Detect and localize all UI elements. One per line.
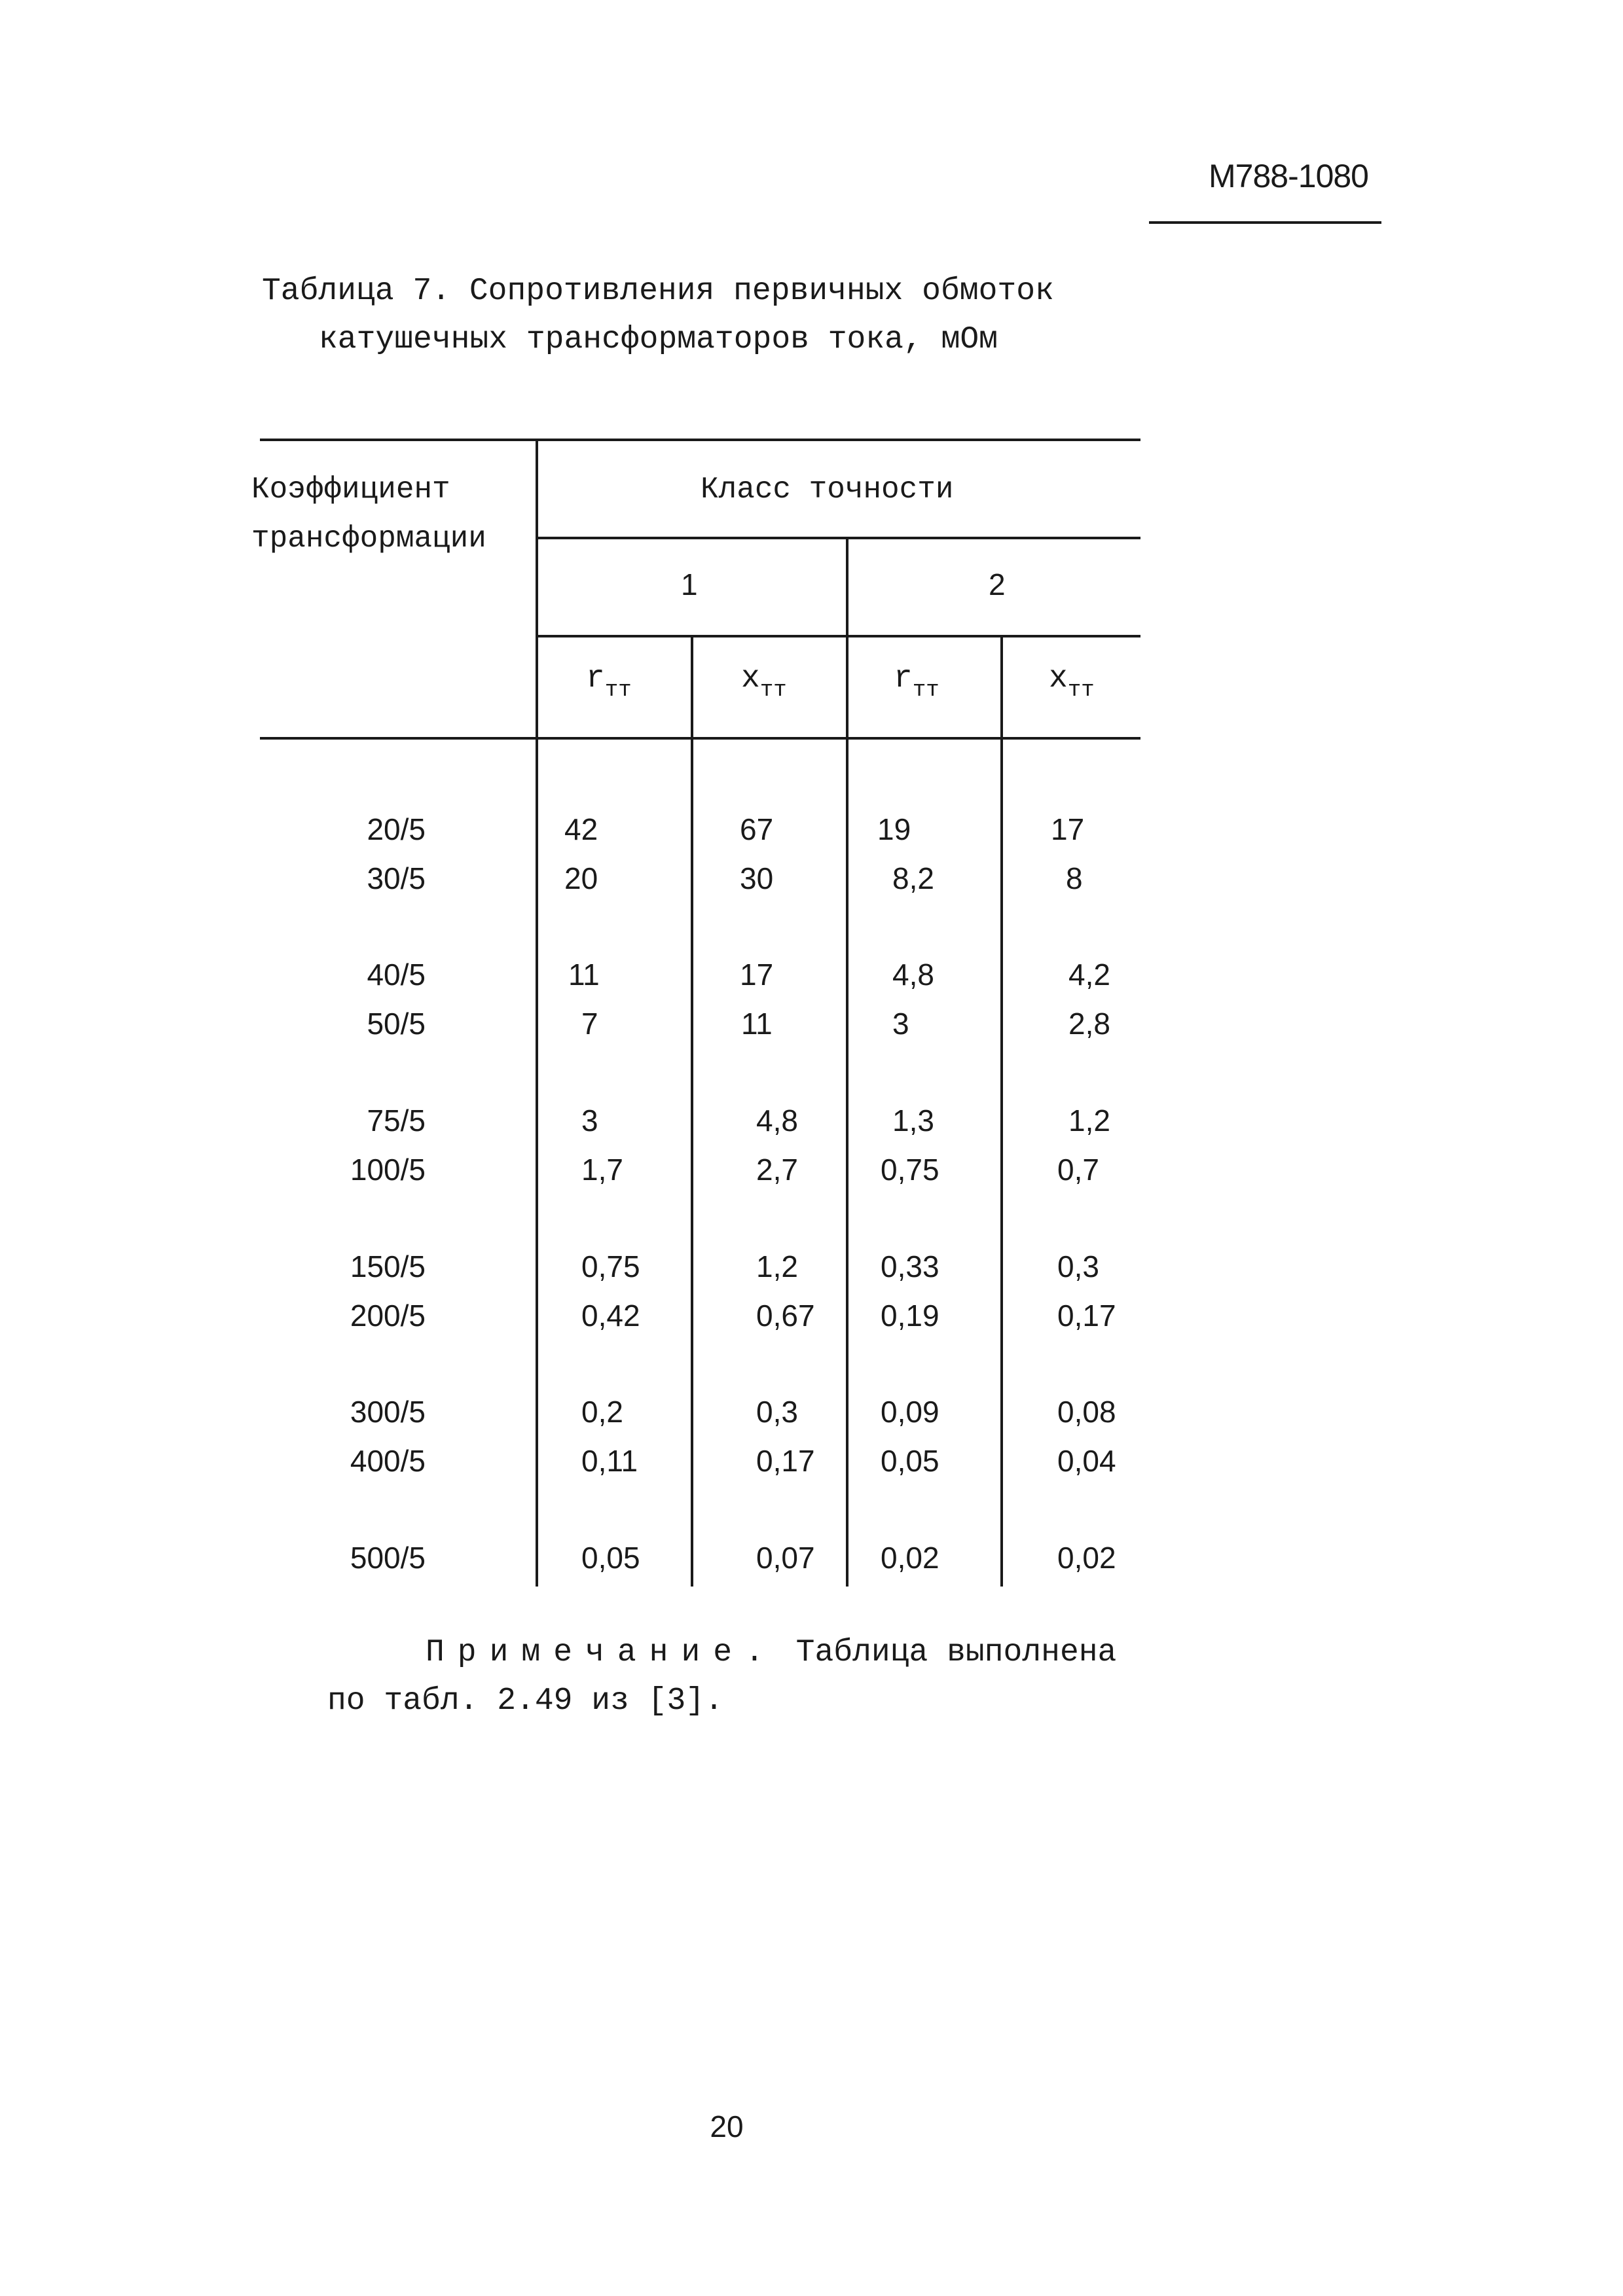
ratio-cell: 100/5 [350, 1153, 426, 1187]
ratio-cell: 20/5 [367, 812, 426, 846]
r2-cell: 0,33 [881, 1249, 939, 1283]
x-tt-header-class-2: $x_{тт}$ [1049, 661, 1095, 703]
x2-cell: 1,2 [1068, 1103, 1110, 1138]
r2-cell: 8,2 [892, 861, 934, 895]
x1-cell: 0,3 [756, 1395, 798, 1429]
r1-cell: 0,05 [581, 1541, 640, 1575]
r2-cell: 0,09 [881, 1395, 939, 1429]
ratio-cell: 200/5 [350, 1299, 426, 1333]
note-line-2: по табл. 2.49 из [3]. [327, 1683, 723, 1719]
x1-cell: 0,67 [756, 1299, 815, 1333]
note-label: Примечание. [426, 1635, 777, 1670]
r2-cell: 1,3 [892, 1103, 934, 1138]
table-caption-line-2: катушечных трансформаторов тока, мОм [319, 322, 998, 357]
class-2-header: 2 [989, 567, 1006, 601]
ratio-header-line-1: Коэффициент [251, 473, 450, 507]
x2-cell: 0,08 [1057, 1395, 1116, 1429]
r1-cell: 3 [581, 1103, 598, 1138]
header-bottom-rule [260, 737, 1140, 740]
r1-cell: 1,7 [581, 1153, 623, 1187]
r1-cell: 0,42 [581, 1299, 640, 1333]
accuracy-class-header: Класс точности [701, 473, 954, 507]
x1-cell: 4,8 [756, 1103, 798, 1138]
note-text-1: Таблица выполнена [795, 1635, 1117, 1670]
r1-cell: 0,2 [581, 1395, 623, 1429]
x1-cell: 2,7 [756, 1153, 798, 1187]
r1-cell: 20 [564, 861, 598, 895]
x1-cell: 67 [740, 812, 774, 846]
r1-cell: 7 [581, 1007, 598, 1041]
x1-cell: 0,07 [756, 1541, 815, 1575]
document-code: М788-1080 [1209, 158, 1368, 194]
class-number-rule [536, 635, 1140, 637]
ratio-cell: 50/5 [367, 1007, 426, 1041]
ratio-cell: 30/5 [367, 861, 426, 895]
x2-cell: 17 [1051, 812, 1085, 846]
x1-cell: 0,17 [756, 1444, 815, 1478]
r2-cell: 0,19 [881, 1299, 939, 1333]
ratio-cell: 500/5 [350, 1541, 426, 1575]
x1-cell: 17 [740, 958, 774, 992]
page-number: 20 [710, 2109, 744, 2144]
header-rule [1149, 221, 1381, 224]
class1-inner-divider [691, 635, 693, 1587]
ratio-cell: 150/5 [350, 1249, 426, 1283]
x2-cell: 0,3 [1057, 1249, 1099, 1283]
x2-cell: 2,8 [1068, 1007, 1110, 1041]
r1-cell: 42 [564, 812, 598, 846]
x1-cell: 30 [740, 861, 774, 895]
r2-cell: 0,75 [881, 1153, 939, 1187]
x2-cell: 8 [1066, 861, 1083, 895]
r-tt-header-class-2: $r_{тт}$ [894, 661, 939, 703]
class-header-rule [536, 537, 1140, 539]
ratio-cell: 300/5 [350, 1395, 426, 1429]
ratio-cell: 400/5 [350, 1444, 426, 1478]
class-divider [846, 537, 848, 1587]
table-caption-line-1: Таблица 7. Сопротивления первичных обмоток [262, 274, 1054, 309]
r1-cell: 11 [568, 958, 600, 992]
r2-cell: 3 [892, 1007, 909, 1041]
r1-cell: 0,75 [581, 1249, 640, 1283]
r2-cell: 19 [877, 812, 911, 846]
x2-cell: 0,04 [1057, 1444, 1116, 1478]
r1-cell: 0,11 [581, 1444, 638, 1478]
r2-cell: 0,05 [881, 1444, 939, 1478]
x-tt-header-class-1: $x_{тт}$ [741, 661, 787, 703]
ratio-cell: 40/5 [367, 958, 426, 992]
class-1-header: 1 [681, 567, 698, 601]
x1-cell: 11 [741, 1007, 773, 1041]
ratio-column-divider [536, 439, 538, 1587]
class2-inner-divider [1000, 635, 1003, 1587]
x2-cell: 4,2 [1068, 958, 1110, 992]
x2-cell: 0,02 [1057, 1541, 1116, 1575]
r-tt-header-class-1: $r_{тт}$ [586, 661, 632, 703]
ratio-cell: 75/5 [367, 1103, 426, 1138]
r2-cell: 0,02 [881, 1541, 939, 1575]
r2-cell: 4,8 [892, 958, 934, 992]
table-top-rule [260, 439, 1140, 441]
x1-cell: 1,2 [756, 1249, 798, 1283]
note-line-1 [426, 1635, 1116, 1670]
x2-cell: 0,17 [1057, 1299, 1116, 1333]
x2-cell: 0,7 [1057, 1153, 1099, 1187]
ratio-header-line-2: трансформации [251, 522, 486, 556]
